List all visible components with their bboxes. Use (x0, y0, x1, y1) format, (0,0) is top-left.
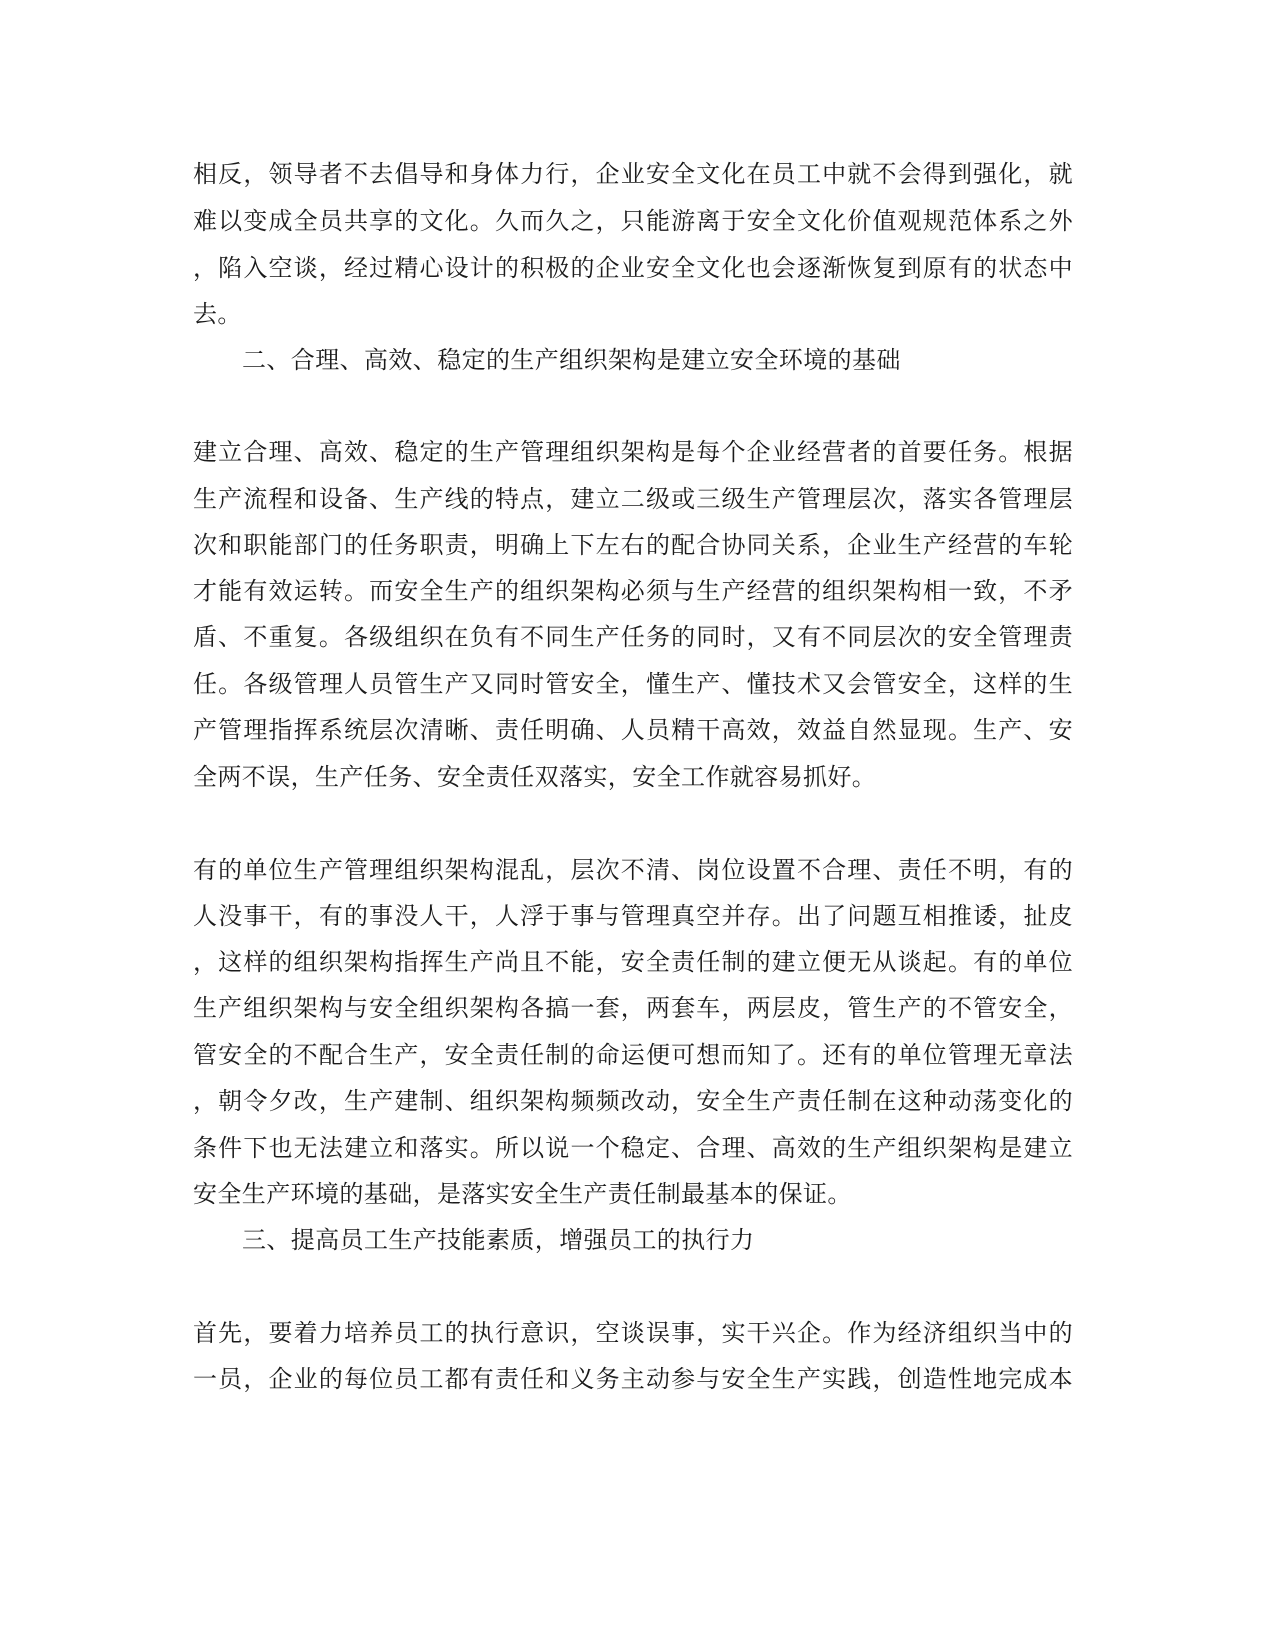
text-line: 条件下也无法建立和落实。所以说一个稳定、合理、高效的生产组织架构是建立 (193, 1134, 1073, 1162)
text-line: 产管理指挥系统层次清晰、责任明确、人员精干高效，效益自然显现。生产、安 (193, 716, 1073, 744)
section-heading: 三、提高员工生产技能素质，增强员工的执行力 (242, 1226, 755, 1254)
text-line: 难以变成全员共享的文化。久而久之，只能游离于安全文化价值观规范体系之外 (193, 207, 1073, 235)
text-line: ，陷入空谈，经过精心设计的积极的企业安全文化也会逐渐恢复到原有的状态中 (193, 254, 1073, 282)
text-line: 人没事干，有的事没人干，人浮于事与管理真空并存。出了问题互相推诿，扯皮 (193, 902, 1073, 930)
text-line: 全两不误，生产任务、安全责任双落实，安全工作就容易抓好。 (193, 763, 877, 791)
text-line: 有的单位生产管理组织架构混乱，层次不清、岗位设置不合理、责任不明，有的 (193, 856, 1073, 884)
text-line: 盾、不重复。各级组织在负有不同生产任务的同时，又有不同层次的安全管理责 (193, 623, 1073, 651)
text-line: 生产流程和设备、生产线的特点，建立二级或三级生产管理层次，落实各管理层 (193, 485, 1073, 513)
text-line: 安全生产环境的基础，是落实安全生产责任制最基本的保证。 (193, 1180, 852, 1208)
section-heading: 二、合理、高效、稳定的生产组织架构是建立安全环境的基础 (242, 346, 901, 374)
text-line: 才能有效运转。而安全生产的组织架构必须与生产经营的组织架构相一致，不矛 (193, 577, 1073, 605)
text-line: 生产组织架构与安全组织架构各搞一套，两套车，两层皮，管生产的不管安全， (193, 994, 1073, 1022)
text-line: 一员，企业的每位员工都有责任和义务主动参与安全生产实践，创造性地完成本 (193, 1365, 1073, 1393)
text-line: ，朝令夕改，生产建制、组织架构频频改动，安全生产责任制在这种动荡变化的 (193, 1087, 1073, 1115)
text-line: 去。 (193, 300, 242, 328)
text-line: 任。各级管理人员管生产又同时管安全，懂生产、懂技术又会管安全，这样的生 (193, 670, 1073, 698)
text-line: ，这样的组织架构指挥生产尚且不能，安全责任制的建立便无从谈起。有的单位 (193, 948, 1073, 976)
text-line: 首先，要着力培养员工的执行意识，空谈误事，实干兴企。作为经济组织当中的 (193, 1319, 1073, 1347)
text-line: 相反，领导者不去倡导和身体力行，企业安全文化在员工中就不会得到强化，就 (193, 160, 1073, 188)
text-line: 建立合理、高效、稳定的生产管理组织架构是每个企业经营者的首要任务。根据 (193, 438, 1073, 466)
text-line: 次和职能部门的任务职责，明确上下左右的配合协同关系，企业生产经营的车轮 (193, 531, 1073, 559)
text-line: 管安全的不配合生产，安全责任制的命运便可想而知了。还有的单位管理无章法 (193, 1041, 1073, 1069)
